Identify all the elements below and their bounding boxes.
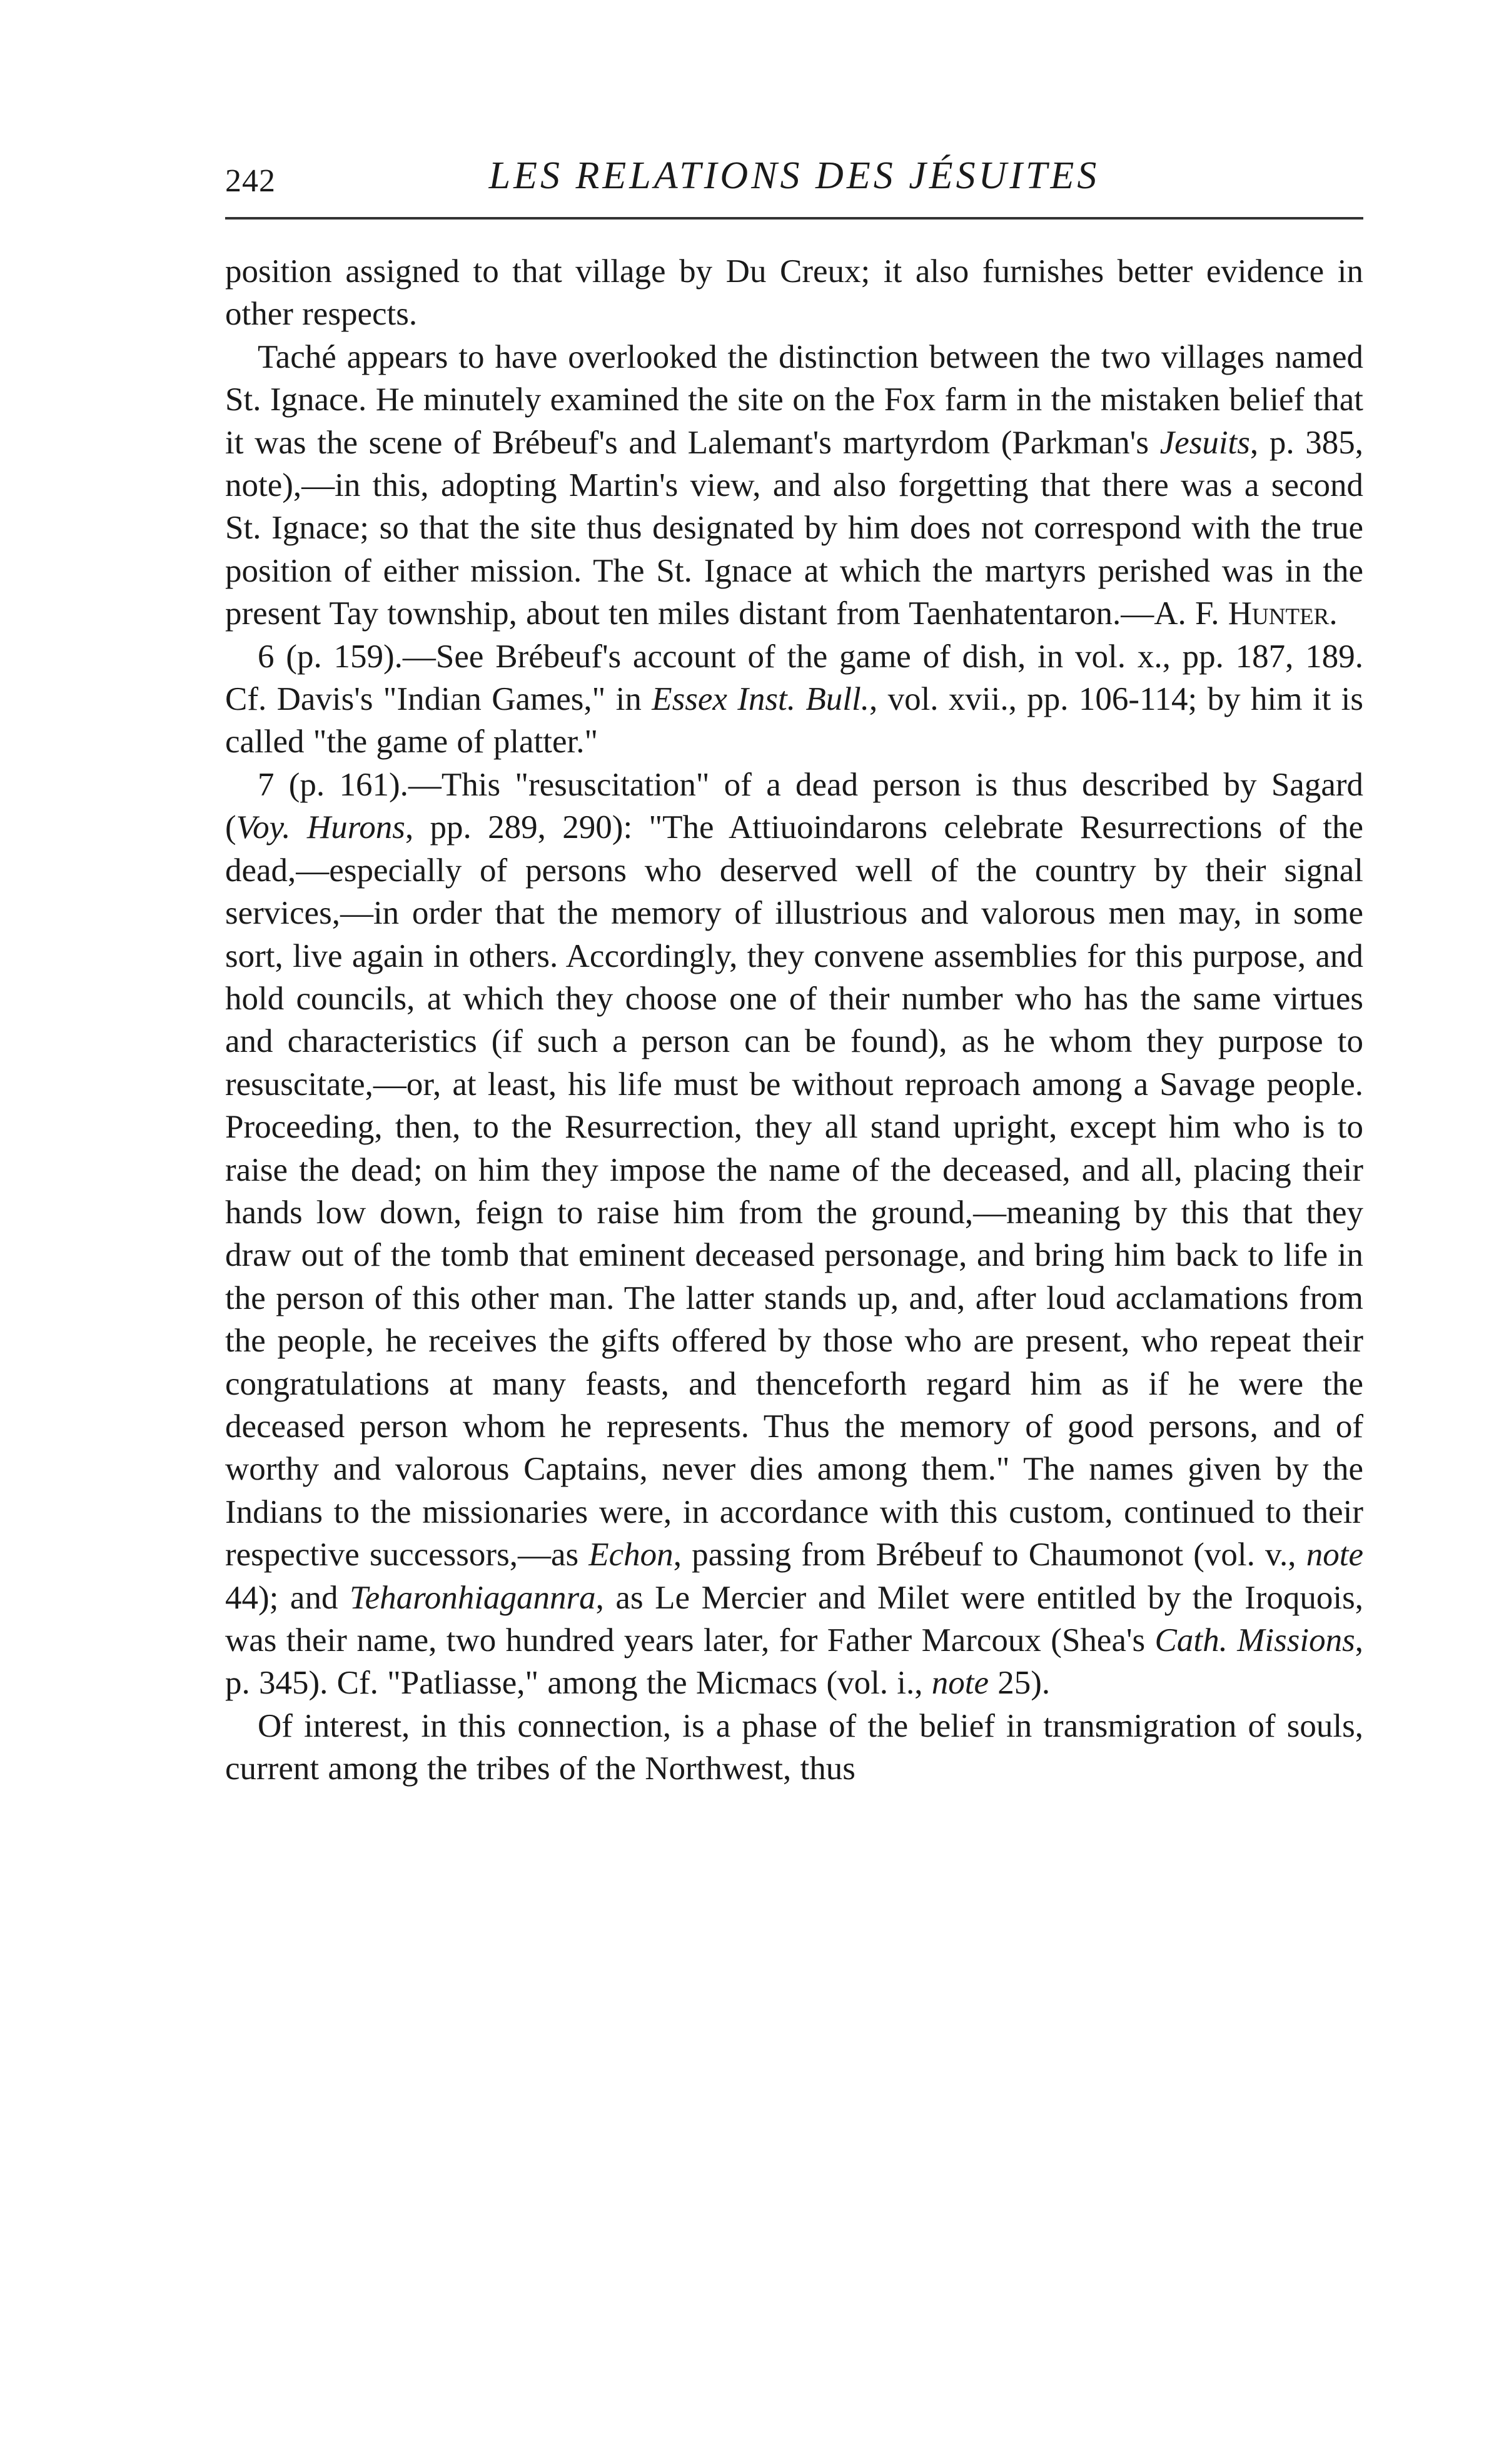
italic-name: Echon xyxy=(588,1537,674,1573)
italic-title: Essex Inst. Bull. xyxy=(652,681,869,718)
paragraph-text: 44); and xyxy=(225,1579,350,1616)
paragraph-text: Taché appears to have overlooked the distinction between the two villages named St. Ignace. He minutely examined the site on the Fox farm in the mistaken belief that it was the scene of Brébeuf's and Lalemant's martyrdom (Parkman's xyxy=(225,338,1363,461)
header-rule xyxy=(225,217,1363,220)
italic-title: Jesuits xyxy=(1159,424,1250,461)
book-page xyxy=(225,0,1363,2464)
text-body xyxy=(225,250,1363,1790)
paragraph-text: , as Le Mercier and Milet were entitled by the Iroquois, was their name, two hundred years later, for Father Marcoux (Shea's xyxy=(225,1579,1363,1659)
author-signature: Hunter. xyxy=(1228,595,1338,632)
paragraph-text: position assigned to that village by Du Creux; it also furnishes better evidence in other respects. xyxy=(225,253,1363,333)
paragraph-tache xyxy=(225,336,1363,635)
italic-note: note xyxy=(1306,1537,1363,1573)
paragraph-text: 25). xyxy=(989,1665,1051,1702)
paragraph-text: , vol. xvii., pp. 106-114; by him it is called "the game of platter." xyxy=(225,681,1363,760)
page-number: 242 xyxy=(225,163,276,199)
running-head xyxy=(225,150,1363,213)
italic-title: Voy. Hurons xyxy=(236,809,405,846)
italic-note: note xyxy=(931,1665,989,1702)
paragraph-text: , passing from Brébeuf to Chaumonot (vol. v., xyxy=(673,1537,1306,1573)
paragraph-transmigration xyxy=(225,1705,1363,1790)
running-title: LES RELATIONS DES JÉSUITES xyxy=(488,154,1100,197)
paragraph-text: Of interest, in this connection, is a phase of the belief in transmigration of souls, current among the tribes of the Northwest, thus xyxy=(225,1707,1363,1787)
paragraph-text: , p. 345). Cf. "Patliasse," among the Micmacs (vol. i., xyxy=(225,1622,1363,1702)
italic-name: Teharonhiagannra xyxy=(349,1579,596,1616)
paragraph-text: , pp. 289, 290): "The Attiuoindarons celebrate Resurrections of the dead,—especially of persons who deserved well of the country by their signal services,—in order that the memory of illustrious and valorous men may, in some sort, live again in others. Accordingly, they convene assemblies for this purpose, and hold councils, at which they choose one of their number who has the same virtues and characteristics (if such a person can be found), as he whom they purpose to resuscitate,—or, at least, his life must be without reproach among a Savage people. Proceeding, then, to the Resurrection, they all stand upright, except him who is to raise the dead; on him they impose the name of the deceased, and all, placing their hands low down, feign to raise him from the ground,—meaning by this that they draw out of the tomb that eminent deceased personage, and bring him back to life in the person of this other man. The latter stands up, and, after loud acclamations from the people, he receives the gifts offered by those who are present, who repeat their congratulations at many feasts, and thenceforth regard him as if he were the deceased person whom he represents. Thus the memory of good persons, and of worthy and valorous Captains, never dies among them." The names given by the Indians to the missionaries were, in accordance with this custom, continued to their respective successors,—as xyxy=(225,809,1363,1573)
italic-title: Cath. Missions xyxy=(1154,1622,1355,1659)
paragraph-text: , p. 385, note),—in this, adopting Martin's view, and also forgetting that there was a second St. Ignace; so that the site thus designated by him does not correspond with the true position of either mission. The St. Ignace at which the martyrs perished was in the present Tay township, about ten miles distant from Taenhatentaron.—A. F. xyxy=(225,424,1364,632)
paragraph-text: 7 (p. 161).—This "resuscitation" of a dead person is thus described by Sagard ( xyxy=(225,766,1363,846)
paragraph-continuation xyxy=(225,250,1363,336)
paragraph-text: 6 (p. 159).—See Brébeuf's account of the game of dish, in vol. x., pp. 187, 189. Cf. Davis's "Indian Games," in xyxy=(225,638,1363,718)
note-7 xyxy=(225,764,1363,1705)
note-6 xyxy=(225,635,1363,764)
